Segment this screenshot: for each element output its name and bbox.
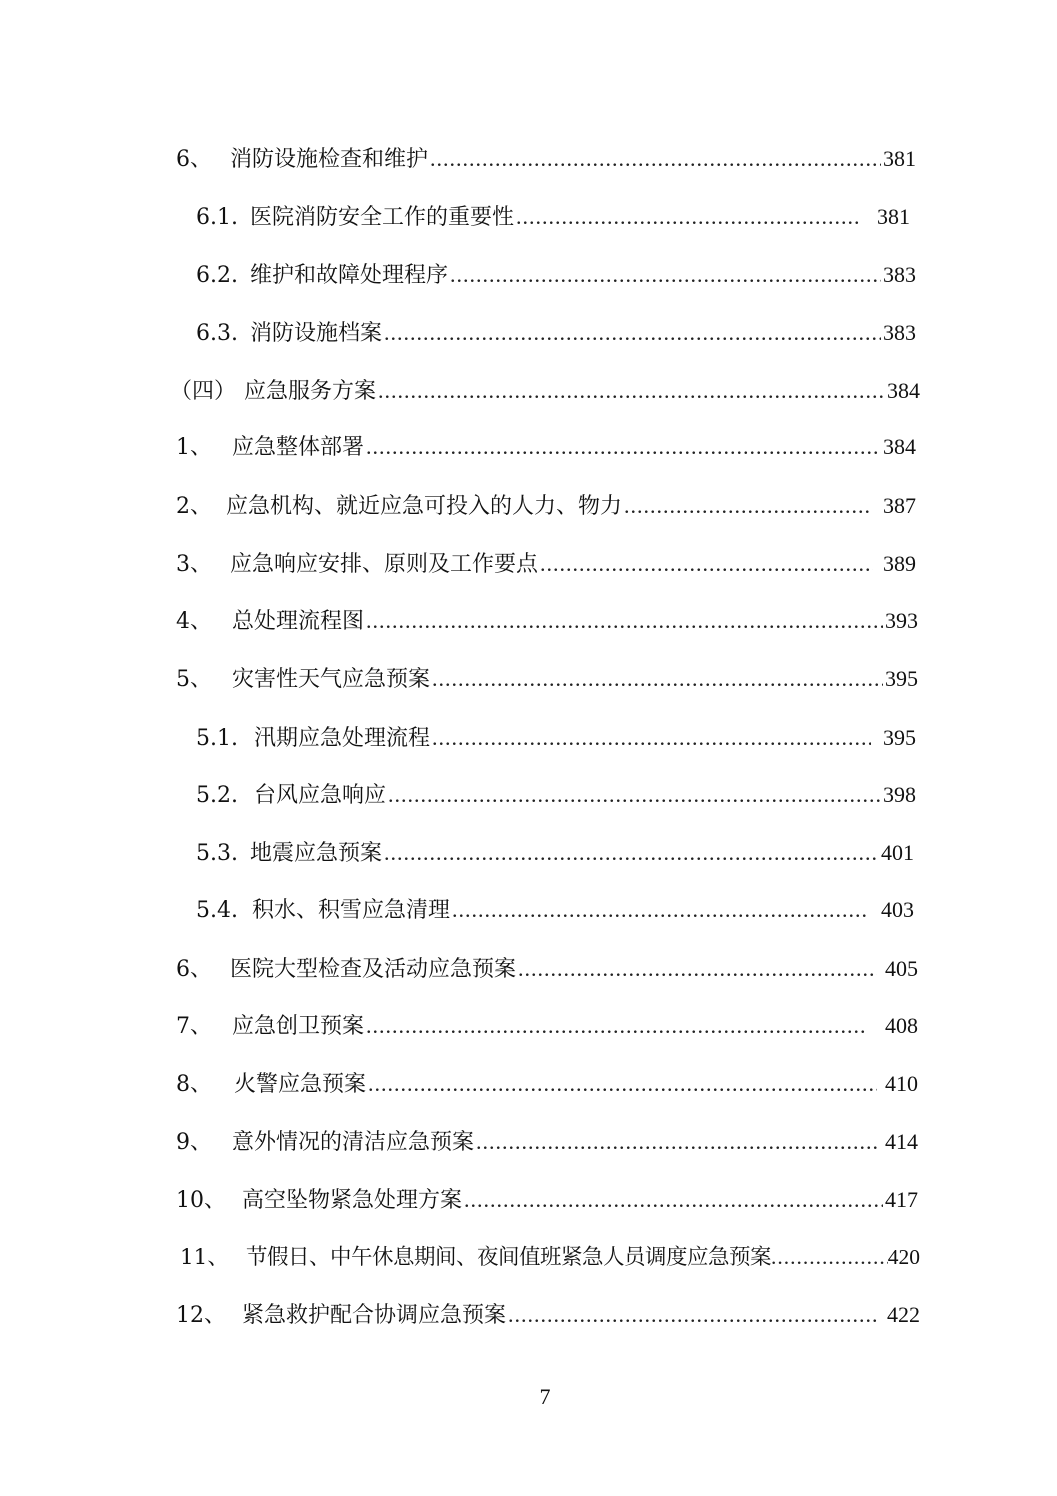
toc-dot-leader — [388, 780, 881, 810]
toc-entry-page: 384 — [883, 434, 916, 459]
toc-entry-number: 5.3. — [196, 841, 238, 866]
toc-dot-leader — [540, 549, 873, 579]
toc-entry-number: 6、 — [176, 147, 212, 172]
toc-entry-number: 4、 — [176, 609, 212, 634]
toc-entry-number: 7、 — [176, 1014, 212, 1039]
toc-entry-page: 389 — [883, 551, 916, 576]
toc-entry-page: 422 — [887, 1302, 920, 1327]
toc-entry-page: 403 — [881, 897, 914, 922]
toc-entry[interactable] — [176, 954, 918, 985]
toc-entry[interactable] — [176, 1185, 918, 1216]
toc-entry-title: 应急响应安排、原则及工作要点 — [230, 552, 539, 577]
toc-entry-number: 12、 — [176, 1303, 226, 1328]
toc-entry-title: 维护和故障处理程序 — [250, 263, 449, 288]
toc-entry[interactable] — [176, 1127, 918, 1158]
toc-entry-number: 6、 — [176, 957, 212, 982]
toc-entry-page: 387 — [883, 493, 916, 518]
toc-entry[interactable] — [176, 1300, 920, 1331]
toc-entry-page: 384 — [887, 378, 920, 403]
toc-dot-leader — [384, 838, 879, 868]
toc-entry-page: 405 — [885, 956, 918, 981]
toc-dot-leader — [384, 318, 881, 348]
toc-entry[interactable] — [176, 144, 916, 175]
toc-entry-title: 紧急救护配合协调应急预案 — [242, 1303, 507, 1328]
toc-entry-title: 台风应急响应 — [254, 783, 387, 808]
toc-entry-number: 6.3. — [196, 321, 238, 346]
toc-entry-page: 393 — [885, 608, 918, 633]
toc-entry[interactable] — [196, 260, 916, 291]
toc-entry-title: 总处理流程图 — [232, 609, 365, 634]
toc-entry[interactable] — [170, 376, 920, 407]
toc-entry-number: 2、 — [176, 494, 212, 519]
toc-entry-title: 应急创卫预案 — [232, 1014, 365, 1039]
toc-entry-title: 节假日、中午休息期间、夜间值班紧急人员调度应急预案 — [246, 1245, 772, 1270]
toc-entry[interactable] — [176, 549, 916, 580]
toc-entry-title: 高空坠物紧急处理方案 — [242, 1188, 463, 1213]
toc-entry-title: 应急机构、就近应急可投入的人力、物力 — [226, 494, 623, 519]
toc-entry[interactable] — [196, 202, 910, 233]
toc-entry-number: 6.1. — [196, 205, 238, 230]
toc-entry-page: 414 — [885, 1129, 918, 1154]
toc-entry-number: 5、 — [176, 667, 212, 692]
toc-entry-page: 395 — [885, 666, 918, 691]
toc-entry-title: 火警应急预案 — [234, 1072, 367, 1097]
toc-entry-number: 5.4. — [196, 898, 238, 923]
toc-entry[interactable] — [176, 664, 918, 695]
toc-entry[interactable] — [176, 1069, 918, 1100]
toc-entry-title: 积水、积雪应急清理 — [252, 898, 451, 923]
toc-entry-number: 6.2. — [196, 263, 238, 288]
toc-entry[interactable] — [176, 432, 916, 463]
toc-entry-page: 395 — [883, 725, 916, 750]
toc-dot-leader — [464, 1185, 883, 1215]
toc-dot-leader — [430, 144, 881, 174]
toc-dot-leader — [366, 606, 883, 636]
toc-entry-number: 10、 — [176, 1188, 226, 1213]
toc-entry-page: 420 — [887, 1245, 920, 1269]
toc-entry[interactable] — [176, 1011, 918, 1042]
toc-dot-leader — [508, 1300, 879, 1330]
toc-entry-number: 9、 — [176, 1130, 212, 1155]
toc-entry-number: 5.1. — [196, 726, 238, 751]
toc-entry[interactable] — [180, 1242, 920, 1273]
toc-entry-page: 401 — [881, 840, 914, 865]
toc-dot-leader — [366, 1011, 867, 1041]
toc-entry[interactable] — [196, 318, 916, 349]
toc-dot-leader — [450, 260, 881, 290]
toc-entry-number: 5.2. — [196, 783, 238, 808]
toc-entry-page: 383 — [883, 262, 916, 287]
toc-dot-leader — [771, 1242, 888, 1272]
toc-entry-page: 381 — [883, 146, 916, 171]
toc-entry[interactable] — [176, 606, 918, 637]
toc-entry-number: 1、 — [176, 435, 212, 460]
toc-entry-number: （四） — [170, 379, 237, 404]
toc-dot-leader — [476, 1127, 877, 1157]
page-number: 7 — [539, 1384, 551, 1409]
toc-dot-leader — [432, 664, 883, 694]
toc-entry-page: 383 — [883, 320, 916, 345]
toc-entry-number: 11、 — [180, 1245, 229, 1270]
toc-entry-title: 应急整体部署 — [232, 435, 365, 460]
toc-entry-page: 408 — [885, 1013, 918, 1038]
toc-entry[interactable] — [196, 895, 914, 926]
toc-entry[interactable] — [196, 838, 914, 869]
toc-dot-leader — [452, 895, 869, 925]
toc-entry-page: 410 — [885, 1071, 918, 1096]
toc-entry-title: 应急服务方案 — [244, 379, 377, 404]
toc-entry-title: 医院消防安全工作的重要性 — [250, 205, 515, 230]
toc-dot-leader — [516, 202, 859, 232]
toc-entry-title: 意外情况的清洁应急预案 — [232, 1130, 475, 1155]
toc-entry-page: 381 — [877, 204, 910, 229]
toc-dot-leader — [518, 954, 877, 984]
toc-entry-title: 消防设施检查和维护 — [230, 147, 429, 172]
toc-entry-title: 消防设施档案 — [250, 321, 383, 346]
toc-dot-leader — [368, 1069, 877, 1099]
toc-entry-title: 地震应急预案 — [250, 841, 383, 866]
toc-entry[interactable] — [176, 491, 916, 522]
toc-entry[interactable] — [196, 780, 916, 811]
toc-dot-leader — [432, 723, 871, 753]
toc-dot-leader — [366, 432, 881, 462]
toc-entry-page: 417 — [885, 1187, 918, 1212]
toc-dot-leader — [378, 376, 885, 406]
toc-entry[interactable] — [196, 723, 916, 754]
toc-entry-title: 汛期应急处理流程 — [254, 726, 431, 751]
toc-dot-leader — [624, 491, 871, 521]
toc-entry-page: 398 — [883, 782, 916, 807]
toc-entry-number: 8、 — [176, 1072, 212, 1097]
toc-entry-title: 灾害性天气应急预案 — [232, 667, 431, 692]
toc-entry-title: 医院大型检查及活动应急预案 — [230, 957, 517, 982]
toc-entry-number: 3、 — [176, 552, 212, 577]
